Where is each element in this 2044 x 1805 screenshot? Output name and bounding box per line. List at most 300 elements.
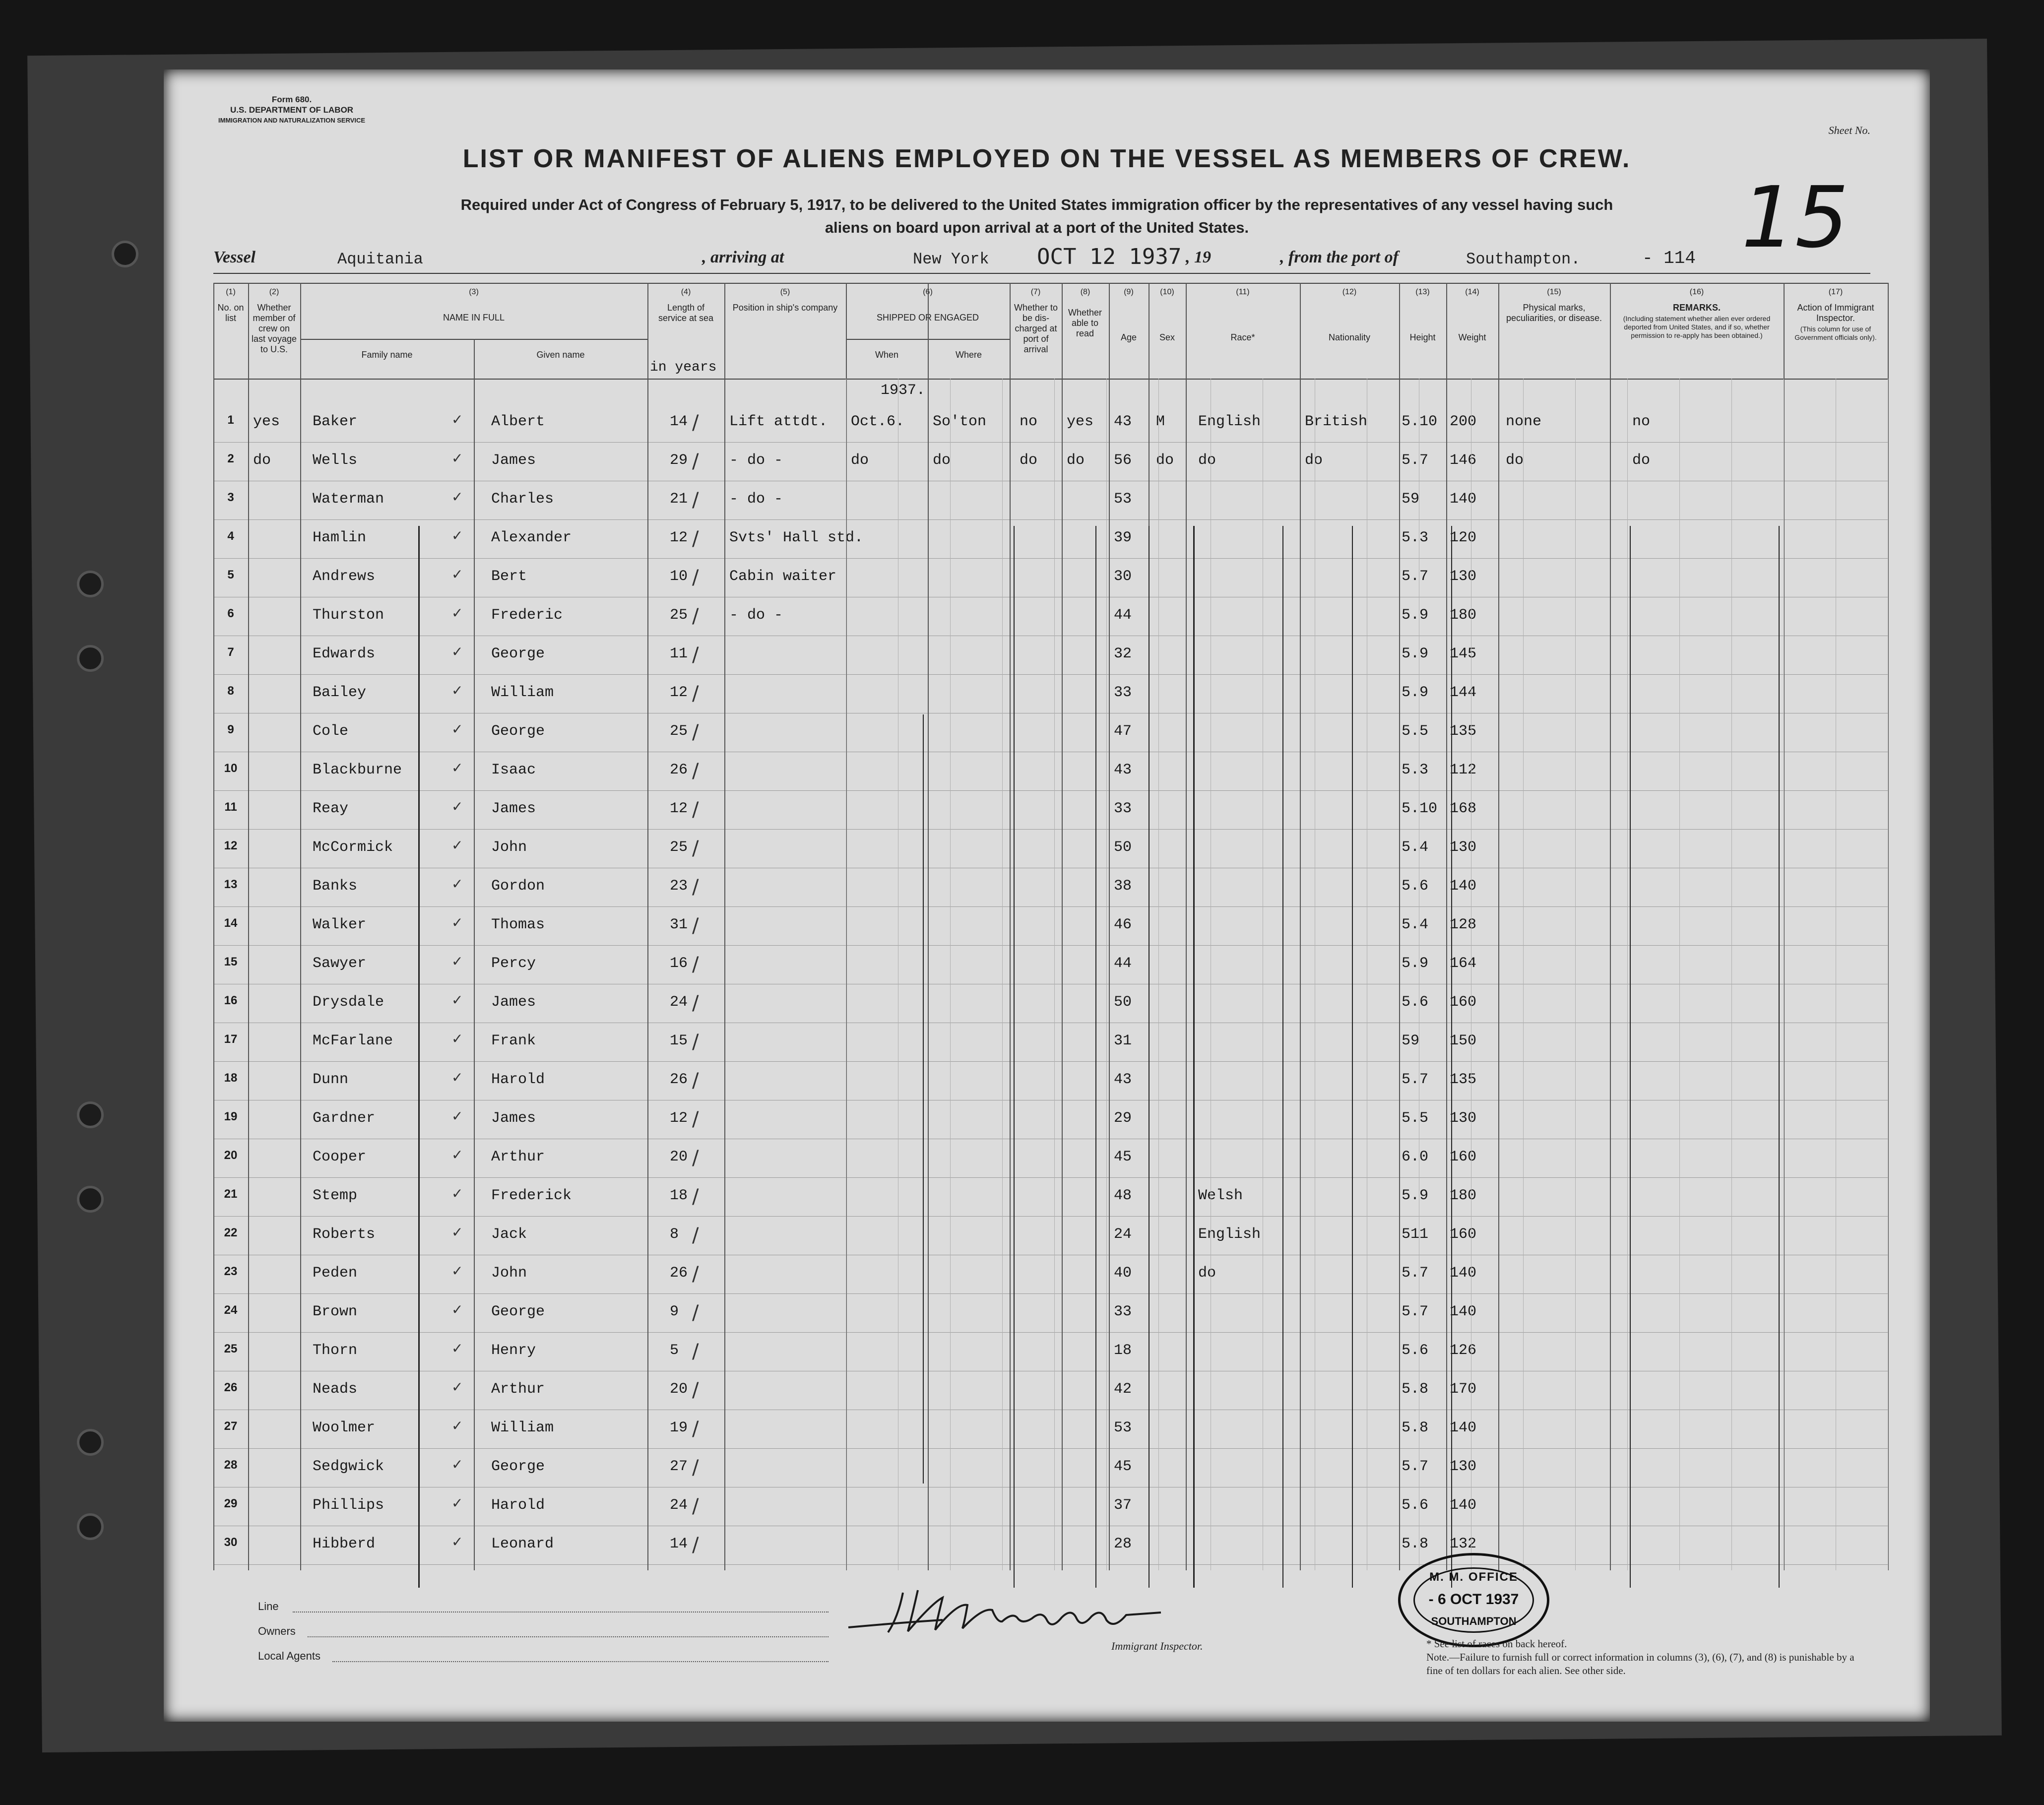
checkmark-icon: ✓	[451, 411, 463, 428]
cell-age: 50	[1114, 839, 1132, 856]
header-where: Where	[955, 350, 982, 360]
cell-weight: 135	[1450, 723, 1477, 740]
cell-service-years: 27	[670, 1458, 688, 1475]
cell-row-number: 26	[224, 1381, 238, 1394]
cell-service-years: 12	[670, 529, 688, 546]
cell-weight: 120	[1450, 529, 1477, 546]
column-number-8: (8)	[1080, 288, 1090, 296]
cell-height: 5.6	[1402, 1497, 1429, 1514]
cell-service-years: 15	[670, 1032, 688, 1049]
cell-given-name: Charles	[491, 491, 554, 508]
list-number: - 114	[1642, 248, 1696, 268]
cell-service-years: 20	[670, 1149, 688, 1165]
grid-rule	[1679, 379, 1680, 1570]
checkmark-icon: ✓	[451, 682, 463, 699]
header-shipped-or-engaged: SHIPPED OR ENGAGED	[876, 313, 979, 322]
binder-hole	[77, 1101, 104, 1128]
cell-age: 53	[1114, 491, 1132, 508]
cell-service-years: 11	[670, 645, 688, 662]
cell-remarks: no	[1632, 413, 1651, 430]
cell-height: 5.5	[1402, 1110, 1429, 1127]
tick-mark-icon: /	[692, 1224, 699, 1247]
cell-position: - do -	[729, 491, 783, 508]
cell-height: 6.0	[1402, 1149, 1429, 1165]
tick-mark-icon: /	[692, 992, 699, 1015]
cell-weight: 145	[1450, 645, 1477, 662]
row-rule	[213, 558, 1888, 559]
tick-mark-icon: /	[692, 914, 699, 937]
checkmark-icon: ✓	[451, 605, 463, 621]
cell-sex: do	[1156, 452, 1174, 469]
cell-age: 43	[1114, 762, 1132, 778]
row-rule	[213, 674, 1888, 675]
cell-family-name: Neads	[313, 1381, 358, 1398]
cell-weight: 128	[1450, 916, 1477, 933]
cell-weight: 112	[1450, 762, 1477, 778]
departure-port: Southampton.	[1466, 250, 1581, 268]
cell-family-name: Walker	[313, 916, 367, 933]
cell-height: 5.7	[1402, 1071, 1429, 1088]
inspector-caption: Immigrant Inspector.	[1111, 1640, 1203, 1652]
column-number-15: (15)	[1547, 288, 1561, 296]
cell-family-name: Banks	[313, 878, 358, 895]
cell-service-years: 24	[670, 1497, 688, 1514]
header-nationality: Nationality	[1328, 332, 1371, 342]
cell-physical-marks: do	[1506, 452, 1524, 469]
ditto-line-read	[1193, 526, 1195, 1588]
row-rule	[213, 1448, 1888, 1449]
binder-hole	[77, 1429, 104, 1456]
cell-weight: 126	[1450, 1342, 1477, 1359]
cell-weight: 140	[1450, 1303, 1477, 1320]
cell-prev-voyage: yes	[253, 413, 280, 430]
cell-weight: 140	[1450, 1265, 1477, 1282]
ditto-line-when	[1014, 526, 1015, 1588]
checkmark-icon: ✓	[451, 721, 463, 737]
cell-height: 5.8	[1402, 1381, 1429, 1398]
header-no-on-list: No. on list	[217, 303, 244, 323]
cell-weight: 168	[1450, 800, 1477, 817]
grid-rule	[1523, 379, 1524, 1570]
header-family-name: Family name	[361, 350, 413, 360]
cell-service-years: 14	[670, 413, 688, 430]
cell-given-name: Henry	[491, 1342, 536, 1359]
footer-note	[1426, 1637, 1868, 1677]
tick-mark-icon: /	[692, 798, 699, 821]
cell-family-name: Edwards	[313, 645, 376, 662]
cell-given-name: Frederick	[491, 1187, 572, 1204]
cell-height: 5.5	[1402, 723, 1429, 740]
cell-row-number: 13	[224, 878, 238, 891]
vessel-label: Vessel	[213, 248, 256, 266]
grid-rule	[1627, 379, 1628, 1570]
row-rule	[213, 1061, 1888, 1062]
binder-hole	[77, 1513, 104, 1540]
cell-weight: 150	[1450, 1032, 1477, 1049]
tick-mark-icon: /	[692, 682, 699, 705]
cell-height: 59	[1402, 491, 1420, 508]
sheet-number-label: Sheet No.	[1828, 124, 1870, 136]
column-number-2: (2)	[269, 288, 279, 296]
header-action-note: (This column for use of Government officials only).	[1794, 325, 1877, 341]
tick-mark-icon: /	[692, 450, 699, 473]
cell-age: 29	[1114, 1110, 1132, 1127]
cell-family-name: Cole	[313, 723, 349, 740]
cell-row-number: 22	[224, 1226, 238, 1239]
subtitle-line-1: Required under Act of Congress of February 5, 1917, to be delivered to the United States immigration officer by the representatives of any vessel having such	[460, 196, 1613, 213]
cell-given-name: Thomas	[491, 916, 545, 933]
cell-height: 5.7	[1402, 1458, 1429, 1475]
cell-row-number: 20	[224, 1149, 238, 1162]
checkmark-icon: ✓	[451, 1418, 463, 1434]
cell-nationality: do	[1305, 452, 1323, 469]
fine-note: Note.—Failure to furnish full or correct information in columns (3), (6), (7), and (8) is punishable by a fine of ten dollars for each alien. See other side.	[1426, 1651, 1854, 1676]
cell-age: 24	[1114, 1226, 1132, 1243]
cell-given-name: Frank	[491, 1032, 536, 1049]
cell-discharged: do	[1020, 452, 1038, 469]
ditto-line-nationality	[1451, 526, 1452, 1588]
checkmark-icon: ✓	[451, 798, 463, 815]
cell-service-years: 21	[670, 491, 688, 508]
column-number-10: (10)	[1160, 288, 1174, 296]
cell-family-name: McCormick	[313, 839, 393, 856]
ditto-line-marks	[1630, 526, 1631, 1588]
cell-family-name: Hibberd	[313, 1536, 376, 1552]
form-identifier	[218, 94, 365, 126]
header-age: Age	[1120, 332, 1137, 342]
tick-mark-icon: /	[692, 1108, 699, 1131]
cell-given-name: George	[491, 723, 545, 740]
tick-mark-icon: /	[692, 1185, 699, 1208]
tick-mark-icon: /	[692, 953, 699, 976]
cell-service-years: 18	[670, 1187, 688, 1204]
cell-row-number: 9	[227, 723, 234, 736]
cell-height: 5.8	[1402, 1536, 1429, 1552]
header-in-years: in years	[650, 360, 717, 375]
cell-given-name: James	[491, 1110, 536, 1127]
cell-weight: 130	[1450, 1458, 1477, 1475]
cell-height: 5.6	[1402, 878, 1429, 895]
cell-given-name: George	[491, 1303, 545, 1320]
column-number-16: (16)	[1689, 288, 1704, 296]
cell-given-name: Harold	[491, 1071, 545, 1088]
tick-mark-icon: /	[692, 760, 699, 782]
column-rule	[474, 339, 475, 1570]
header-length-of-service: Length of service at sea	[658, 303, 714, 323]
header-discharged: Whether to be dis-charged at port of arrival	[1014, 303, 1058, 354]
ditto-line-position	[923, 714, 924, 1483]
stamp-top-text: M. M. OFFICE	[1429, 1570, 1518, 1584]
cell-physical-marks: none	[1506, 413, 1542, 430]
header-name-in-full: NAME IN FULL	[443, 313, 505, 322]
cell-age: 50	[1114, 994, 1132, 1011]
arrival-port: New York	[913, 250, 989, 268]
cell-service-years: 31	[670, 916, 688, 933]
cell-weight: 144	[1450, 684, 1477, 701]
cell-age: 28	[1114, 1536, 1132, 1552]
cell-service-years: 25	[670, 607, 688, 624]
cell-weight: 140	[1450, 1497, 1477, 1514]
cell-able-to-read: do	[1067, 452, 1085, 469]
row-rule	[213, 945, 1888, 946]
tick-mark-icon: /	[692, 721, 699, 744]
column-rule	[1186, 283, 1187, 1570]
cell-service-years: 19	[670, 1419, 688, 1436]
checkmark-icon: ✓	[451, 760, 463, 776]
row-rule	[213, 519, 1888, 520]
binder-hole	[77, 645, 104, 672]
checkmark-icon: ✓	[451, 1379, 463, 1395]
column-rule	[1446, 283, 1447, 1570]
binder-hole	[112, 241, 138, 267]
cell-remarks: do	[1632, 452, 1651, 469]
cell-height: 5.4	[1402, 916, 1429, 933]
cell-age: 43	[1114, 413, 1132, 430]
cell-given-name: James	[491, 800, 536, 817]
cell-row-number: 28	[224, 1458, 238, 1472]
column-rule	[213, 283, 214, 1570]
cell-position: - do -	[729, 452, 783, 469]
cell-row-number: 1	[227, 413, 234, 427]
owners-label: Owners	[258, 1625, 296, 1637]
column-rule	[300, 283, 301, 1570]
cell-row-number: 29	[224, 1497, 238, 1510]
table-top-rule	[213, 283, 1888, 284]
cell-service-years: 20	[670, 1381, 688, 1398]
tick-mark-icon: /	[692, 644, 699, 666]
header-position: Position in ship's company	[732, 303, 838, 313]
checkmark-icon: ✓	[451, 1147, 463, 1163]
header-able-to-read: Whether able to read	[1068, 308, 1102, 338]
cell-row-number: 25	[224, 1342, 238, 1355]
header-remarks: REMARKS.	[1672, 303, 1721, 313]
column-rule	[1498, 283, 1499, 1570]
row-rule	[213, 1293, 1888, 1294]
column-number-9: (9)	[1124, 288, 1134, 296]
cell-height: 5.9	[1402, 645, 1429, 662]
cell-family-name: Woolmer	[313, 1419, 376, 1436]
cell-given-name: William	[491, 1419, 554, 1436]
cell-given-name: Alexander	[491, 529, 572, 546]
checkmark-icon: ✓	[451, 1263, 463, 1279]
cell-service-years: 26	[670, 1265, 688, 1282]
header-weight: Weight	[1458, 332, 1486, 342]
binder-hole	[77, 1186, 104, 1213]
cell-service-years: 12	[670, 800, 688, 817]
cell-service-years: 24	[670, 994, 688, 1011]
cell-family-name: Brown	[313, 1303, 358, 1320]
tick-mark-icon: /	[692, 605, 699, 628]
row-rule	[213, 1177, 1888, 1178]
cell-family-name: Stemp	[313, 1187, 358, 1204]
cell-row-number: 27	[224, 1419, 238, 1433]
cell-family-name: Baker	[313, 413, 358, 430]
tick-mark-icon: /	[692, 527, 699, 550]
cell-shipped-when: Oct.6.	[851, 413, 905, 430]
cell-given-name: Arthur	[491, 1149, 545, 1165]
page-title: LIST OR MANIFEST OF ALIENS EMPLOYED ON THE VESSEL AS MEMBERS OF CREW.	[462, 144, 1631, 173]
cell-position: - do -	[729, 607, 783, 624]
cell-family-name: Drysdale	[313, 994, 384, 1011]
tick-mark-icon: /	[692, 1495, 699, 1518]
cell-family-name: Bailey	[313, 684, 367, 701]
cell-age: 43	[1114, 1071, 1132, 1088]
cell-age: 18	[1114, 1342, 1132, 1359]
column-number-14: (14)	[1465, 288, 1479, 296]
manifest-sheet	[164, 69, 1930, 1722]
cell-height: 5.3	[1402, 762, 1429, 778]
cell-given-name: Percy	[491, 955, 536, 972]
row-rule	[213, 829, 1888, 830]
header-action: Action of Immigrant Inspector.	[1797, 303, 1874, 323]
checkmark-icon: ✓	[451, 1456, 463, 1473]
cell-height: 5.9	[1402, 955, 1429, 972]
header-given-name: Given name	[536, 350, 585, 360]
form-number: Form 680.	[271, 95, 312, 104]
cell-sex: M	[1156, 413, 1165, 430]
cell-family-name: Thurston	[313, 607, 384, 624]
cell-age: 44	[1114, 955, 1132, 972]
column-number-7: (7)	[1030, 288, 1041, 296]
service: IMMIGRATION AND NATURALIZATION SERVICE	[218, 117, 366, 124]
column-rule	[724, 283, 725, 1570]
cell-row-number: 23	[224, 1265, 238, 1278]
row-rule	[213, 790, 1888, 791]
column-number-17: (17)	[1828, 288, 1843, 296]
cell-family-name: Reay	[313, 800, 349, 817]
cell-prev-voyage: do	[253, 452, 271, 469]
cell-weight: 160	[1450, 994, 1477, 1011]
cell-row-number: 24	[224, 1303, 238, 1317]
tick-mark-icon: /	[692, 1379, 699, 1402]
row-rule	[213, 1216, 1888, 1217]
handwritten-sheet-number: 15	[1741, 169, 1849, 267]
cell-given-name: William	[491, 684, 554, 701]
cell-height: 5.7	[1402, 1303, 1429, 1320]
cell-shipped-where: So'ton	[933, 413, 987, 430]
tick-mark-icon: /	[692, 1069, 699, 1092]
cell-age: 48	[1114, 1187, 1132, 1204]
grid-rule	[1158, 379, 1159, 1570]
cell-row-number: 19	[224, 1110, 238, 1123]
cell-service-years: 26	[670, 1071, 688, 1088]
row-rule	[213, 906, 1888, 907]
crew-manifest-table	[213, 283, 1888, 1570]
cell-service-years: 5	[670, 1342, 679, 1359]
cell-height: 5.9	[1402, 1187, 1429, 1204]
cell-race: English	[1198, 1226, 1261, 1243]
checkmark-icon: ✓	[451, 1495, 463, 1511]
header-last-voyage: Whether member of crew on last voyage to U.S.	[251, 303, 297, 354]
cell-family-name: Thorn	[313, 1342, 358, 1359]
cell-age: 53	[1114, 1419, 1132, 1436]
vessel-name: Aquitania	[337, 250, 423, 268]
arriving-label: , arriving at	[702, 248, 784, 266]
tick-mark-icon: /	[692, 489, 699, 512]
year-written: 1937.	[881, 382, 926, 399]
cell-row-number: 12	[224, 839, 238, 852]
cell-service-years: 12	[670, 684, 688, 701]
cell-row-number: 21	[224, 1187, 238, 1201]
header-bottom-rule	[213, 379, 1888, 380]
column-number-1: (1)	[226, 288, 236, 296]
cell-age: 40	[1114, 1265, 1132, 1282]
tick-mark-icon: /	[692, 1301, 699, 1324]
tick-mark-icon: /	[692, 1263, 699, 1286]
cell-family-name: Sedgwick	[313, 1458, 384, 1475]
cell-weight: 164	[1450, 955, 1477, 972]
cell-weight: 180	[1450, 1187, 1477, 1204]
cell-weight: 146	[1450, 452, 1477, 469]
cell-family-name: Cooper	[313, 1149, 367, 1165]
from-port-label: , from the port of	[1280, 248, 1399, 266]
cell-row-number: 2	[227, 452, 234, 465]
checkmark-icon: ✓	[451, 644, 463, 660]
header-remarks-note: (Including statement whether alien ever ordered deported from United States, and if so, whether permission to re-apply has been obtained.)	[1623, 315, 1771, 339]
cell-height: 59	[1402, 1032, 1420, 1049]
cell-height: 5.10	[1402, 413, 1438, 430]
cell-given-name: Jack	[491, 1226, 527, 1243]
cell-shipped-where: do	[933, 452, 951, 469]
column-number-11: (11)	[1236, 288, 1250, 296]
cell-family-name: Dunn	[313, 1071, 349, 1088]
cell-age: 30	[1114, 568, 1132, 585]
cell-age: 33	[1114, 800, 1132, 817]
cell-row-number: 6	[227, 607, 234, 620]
row-rule	[213, 1332, 1888, 1333]
cell-weight: 130	[1450, 568, 1477, 585]
header-physical-marks: Physical marks, peculiarities, or disease.	[1506, 303, 1602, 323]
cell-service-years: 10	[670, 568, 688, 585]
cell-weight: 132	[1450, 1536, 1477, 1552]
cell-weight: 140	[1450, 1419, 1477, 1436]
cell-family-name: Blackburne	[313, 762, 402, 778]
cell-given-name: George	[491, 1458, 545, 1475]
header-when: When	[875, 350, 899, 360]
checkmark-icon: ✓	[451, 527, 463, 544]
ditto-line-prev-voyage	[418, 526, 420, 1588]
column-number-3: (3)	[469, 288, 479, 296]
ditto-line-race	[1352, 526, 1353, 1588]
local-agents-field	[332, 1661, 829, 1662]
cell-service-years: 14	[670, 1536, 688, 1552]
cell-given-name: Leonard	[491, 1536, 554, 1552]
cell-able-to-read: yes	[1067, 413, 1094, 430]
checkmark-icon: ✓	[451, 1031, 463, 1047]
cell-position: Cabin waiter	[729, 568, 837, 585]
header-sex: Sex	[1159, 332, 1175, 342]
cell-race: Welsh	[1198, 1187, 1243, 1204]
ditto-line-sex	[1282, 526, 1283, 1588]
cell-weight: 180	[1450, 607, 1477, 624]
cell-height: 5.9	[1402, 607, 1429, 624]
tick-mark-icon: /	[692, 1418, 699, 1440]
grid-rule	[1575, 379, 1576, 1570]
checkmark-icon: ✓	[451, 992, 463, 1008]
tick-mark-icon: /	[692, 1340, 699, 1363]
cell-row-number: 4	[227, 529, 234, 543]
stamp-date: - 6 OCT 1937	[1428, 1591, 1519, 1608]
cell-family-name: Hamlin	[313, 529, 367, 546]
stamp-bottom-text: SOUTHAMPTON	[1431, 1615, 1517, 1627]
cell-family-name: Wells	[313, 452, 358, 469]
column-number-4: (4)	[681, 288, 691, 296]
grid-rule	[1106, 379, 1107, 1570]
column-rule	[1399, 283, 1400, 1570]
cell-age: 31	[1114, 1032, 1132, 1049]
cell-given-name: John	[491, 839, 527, 856]
cell-age: 38	[1114, 878, 1132, 895]
